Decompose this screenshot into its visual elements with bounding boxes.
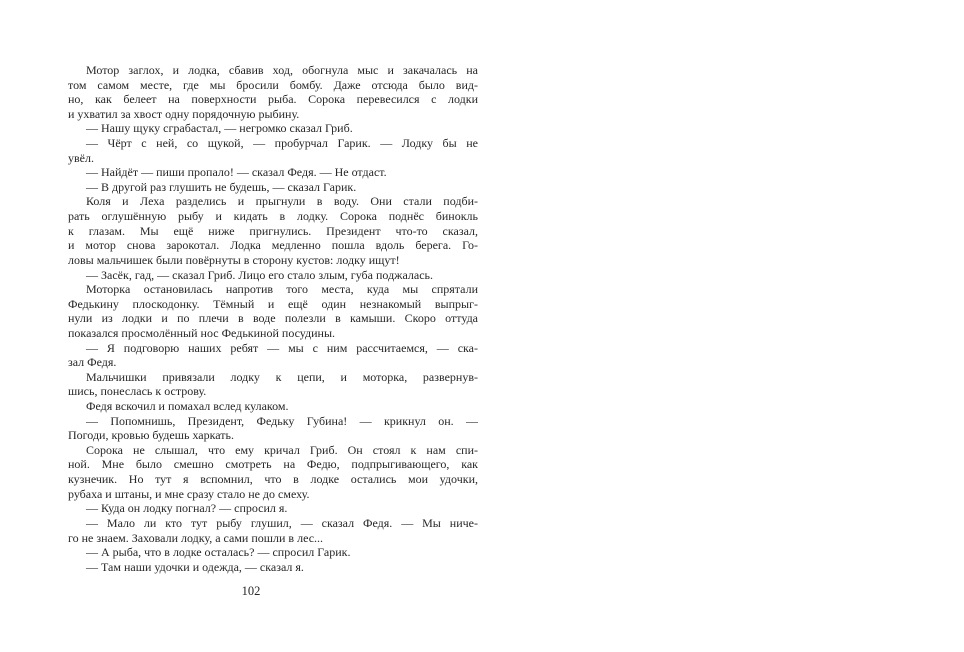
text-line: нули из лодки и по плечи в воде полезли в камыши. Скоро оттуда [68, 311, 478, 326]
text-line: Федя вскочил и помахал вслед кулаком. [86, 399, 289, 414]
text-line: Погоди, кровью будешь харкать. [68, 428, 234, 443]
text-line: Сорока не слышал, что ему кричал Гриб. Он стоял к нам спи- [86, 442, 478, 457]
text-line: Федькину плоскодонку. Тёмный и ещё один незнакомый выпрыг- [68, 296, 478, 311]
text-line: — Куда он лодку погнал? — спросил я. [86, 501, 288, 516]
text-line: и ухватил за хвост одну порядочную рыбину. [68, 106, 300, 121]
text-line: но, как белеет на поверхности рыба. Сорока перевесился с лодки [68, 92, 478, 107]
text-line: — Найдёт — пиши пропало! — сказал Федя. — Не отдаст. [86, 165, 387, 180]
text-line: го не знаем. Заховали лодку, а сами пошли в лес... [68, 530, 324, 545]
text-line: Мальчишки привязали лодку к цепи, и моторка, развернув- [86, 369, 478, 384]
text-line: — Чёрт с ней, со щукой, — пробурчал Гарик. — Лодку бы не [86, 136, 478, 151]
page-text [68, 63, 478, 574]
text-line: шись, понеслась к острову. [68, 384, 207, 399]
text-line: — Я подговорю наших ребят — мы с ним рассчитаемся, — ска- [86, 340, 478, 355]
text-line: — Попомнишь, Президент, Федьку Губина! — крикнул он. — [86, 413, 478, 428]
text-line: — В другой раз глушить не будешь, — сказал Гарик. [86, 179, 357, 194]
right-page [482, 0, 964, 652]
text-line: кузнечик. Но тут я вспомнил, что в лодке остались мои удочки, [68, 472, 478, 487]
text-line: — Засёк, гад, — сказал Гриб. Лицо его стало злым, губа поджалась. [86, 267, 434, 282]
text-line: рубаха и штаны, и мне сразу стало не до смеху. [68, 486, 310, 501]
text-line: — Там наши удочки и одежда, — сказал я. [86, 559, 304, 574]
text-line: увёл. [68, 150, 94, 165]
text-line: Моторка остановилась напротив того места, куда мы спрятали [86, 282, 478, 297]
text-line: рать оглушённую рыбу и кидать в лодку. Сорока поднёс бинокль [68, 209, 478, 224]
text-line: Коля и Леха разделись и прыгнули в воду. Они стали подби- [86, 194, 478, 209]
page-number: 102 [241, 584, 261, 598]
text-line: — Нашу щуку сграбастал, — негромко сказал Гриб. [86, 121, 353, 136]
text-line: и мотор снова зарокотал. Лодка медленно пошла вдоль берега. Го- [68, 238, 478, 253]
text-line: ной. Мне было смешно смотреть на Федю, подпрыгивающего, как [68, 457, 478, 472]
text-line: — А рыба, что в лодке осталась? — спросил Гарик. [86, 545, 351, 560]
text-line: зал Федя. [68, 355, 117, 370]
text-line: ловы мальчишек были повёрнуты в сторону кустов: лодку ищут! [68, 252, 400, 267]
text-line: — Мало ли кто тут рыбу глушил, — сказал Федя. — Мы ниче- [86, 515, 478, 530]
text-line: к глазам. Мы ещё ниже пригнулись. Президент что-то сказал, [68, 223, 478, 238]
text-line: показался просмолённый нос Федькиной посудины. [68, 325, 336, 340]
text-line: Мотор заглох, и лодка, сбавив ход, обогнула мыс и закачалась на [86, 63, 478, 77]
text-line: том самом месте, где мы бросили бомбу. Даже отсюда было вид- [68, 77, 478, 92]
